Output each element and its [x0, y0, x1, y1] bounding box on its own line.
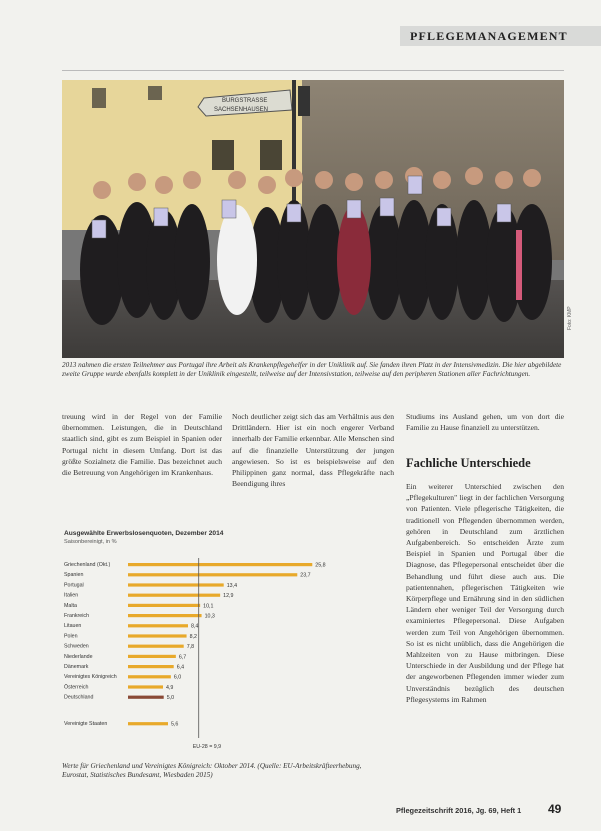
- bar: [128, 563, 312, 566]
- value-label: 8,4: [191, 623, 199, 630]
- photo-credit: Foto: KMP: [567, 306, 573, 330]
- value-label: 12,9: [223, 593, 234, 600]
- category-label: Vereinigtes Königreich: [64, 674, 117, 681]
- category-label: Deutschland: [64, 694, 94, 701]
- category-label: Vereinigte Staaten: [64, 721, 108, 728]
- body-column-3-top: Studiums ins Ausland gehen, um von dort die Familie zu Hause finanziell zu unterstützen.: [406, 412, 564, 433]
- journal-name: Pflegezeitschrift 2016, Jg. 69, Heft 1: [396, 806, 522, 815]
- bar: [128, 645, 184, 648]
- chart-caption: Werte für Griechenland und Vereinigtes Königreich: Oktober 2014. (Quelle: EU-Arbeitskräfteerhebung, Eurostat, Statistisches Bundesamt, Wiesbaden 2015): [62, 762, 362, 780]
- bar: [128, 583, 224, 586]
- bar: [128, 665, 174, 668]
- value-label: 10,1: [203, 603, 214, 610]
- value-label: 10,3: [204, 613, 215, 620]
- value-label: 23,7: [300, 572, 311, 579]
- body-column-3-bottom: Ein weiterer Unterschied zwischen den „Pflegekulturen" liegt in der fachlichen Versorgung von Patienten. Viele pflegerische Tätigkeiten, die traditionell von Pflegenden übernommen werden, gehören in Deutschland zum ärztlichen Aufgabenbereich. So entscheiden Ärzte zum Beispiel in Spanien und Portugal über die Diagnose, das Pflegepersonal entscheidet über die Behandlung und führt diese auch aus. Die patientennahen, pflegerischen Tätigkeiten wie Körperpflege und Ernährung sind in den südlichen Ländern eher weniger Teil der Versorgung durch examiniertes Pflegepersonal. Diese Aufgaben werden zum Teil von Angehörigen übernommen. So ist es nicht unüblich, dass die Angehörigen die Mahlzeiten von zu Hause mitbringen. Diese Unterschiede in der Ausbildung und der Pflege hat der angeworbenen Pflegenden immer wieder zum Unverständnis bezüglich des deutschen Pflegesystems im Rahmen: [406, 482, 564, 704]
- value-label: 6,4: [176, 664, 185, 671]
- bar: [128, 614, 202, 617]
- bar: [128, 624, 188, 627]
- value-label: 13,4: [226, 582, 238, 589]
- category-label: Österreich: [64, 684, 89, 691]
- bar: [128, 573, 297, 576]
- value-label: 7,8: [186, 644, 195, 651]
- category-label: Polen: [64, 633, 78, 640]
- reference-label: EU-28 = 9,9: [192, 744, 222, 750]
- unemployment-chart: [62, 530, 362, 758]
- street-sign-text: SACHSENHAUSEN: [214, 107, 269, 113]
- chart-title: Ausgewählte Erwerbslosenquoten, Dezember 2014: [64, 530, 224, 537]
- section-title: PFLEGEMANAGEMENT: [410, 29, 568, 43]
- value-label: 4,9: [166, 684, 174, 691]
- bar: [128, 604, 200, 607]
- page-number: 49: [548, 802, 562, 816]
- body-column-1: treuung wird in der Regel von der Familie übernommen. Leistungen, die in Deutschland staatlich sind, gibt es zum Beispiel in Spanien oder Portugal nicht in diesem Umfang. Dort ist das größte Sozialnetz die Familie. Das bezeichnet auch die Betreuung von Angehörigen im Krankenhaus.: [62, 412, 222, 478]
- category-label: Litauen: [64, 623, 82, 630]
- bar: [128, 655, 176, 658]
- bar: [128, 675, 171, 678]
- value-label: 8,2: [189, 633, 197, 640]
- group-photo: [62, 80, 564, 358]
- category-label: Dänemark: [64, 664, 89, 670]
- bar: [128, 634, 187, 637]
- category-label: Malta: [64, 602, 77, 609]
- street-sign-text: BURGSTRASSE: [222, 98, 268, 104]
- bar: [128, 696, 164, 699]
- category-label: Spanien: [64, 572, 84, 579]
- value-label: 5,0: [166, 695, 175, 702]
- bar: [128, 594, 220, 597]
- photo-caption: 2013 nahmen die ersten Teilnehmer aus Portugal ihre Arbeit als Krankenpflegehelfer in der Uniklinik auf. Sie fanden ihren Platz in der Intensivmedizin. Die hier abgebildete zweite Gruppe wurde ebenfalls komplett in der Uniklinik eingestellt, teilweise auf der Intensivstation, teilweise auf den peripheren Stationen aller Fachrichtungen.: [62, 361, 562, 379]
- header-divider: [62, 70, 564, 71]
- category-label: Niederlande: [64, 653, 93, 660]
- value-label: 6,7: [178, 654, 187, 661]
- bar: [128, 722, 168, 725]
- category-label: Griechenland (Okt.): [64, 562, 111, 568]
- body-column-2: Noch deutlicher zeigt sich das am Verhältnis aus den Drittländern. Hier ist ein noch engerer Verband innerhalb der Familie erkennbar. Alle Menschen sind auf die finanzielle Unterstützung der jungen angewiesen. So ist es beispielsweise auf den Philippinen ganz normal, dass Pflegekräfte nach Beendigung ihres: [232, 412, 394, 489]
- chart-plot: [62, 558, 362, 754]
- bar: [128, 685, 163, 688]
- value-label: 25,8: [315, 562, 326, 569]
- category-label: Portugal: [64, 582, 84, 589]
- value-label: 6,0: [173, 674, 182, 681]
- value-label: 5,6: [171, 721, 179, 728]
- category-label: Schweden: [64, 643, 89, 650]
- chart-subtitle: Saisonbereinigt, in %: [64, 539, 117, 545]
- section-heading: Fachliche Unterschiede: [406, 456, 531, 470]
- category-label: Frankreich: [64, 613, 90, 619]
- category-label: Italien: [64, 592, 79, 599]
